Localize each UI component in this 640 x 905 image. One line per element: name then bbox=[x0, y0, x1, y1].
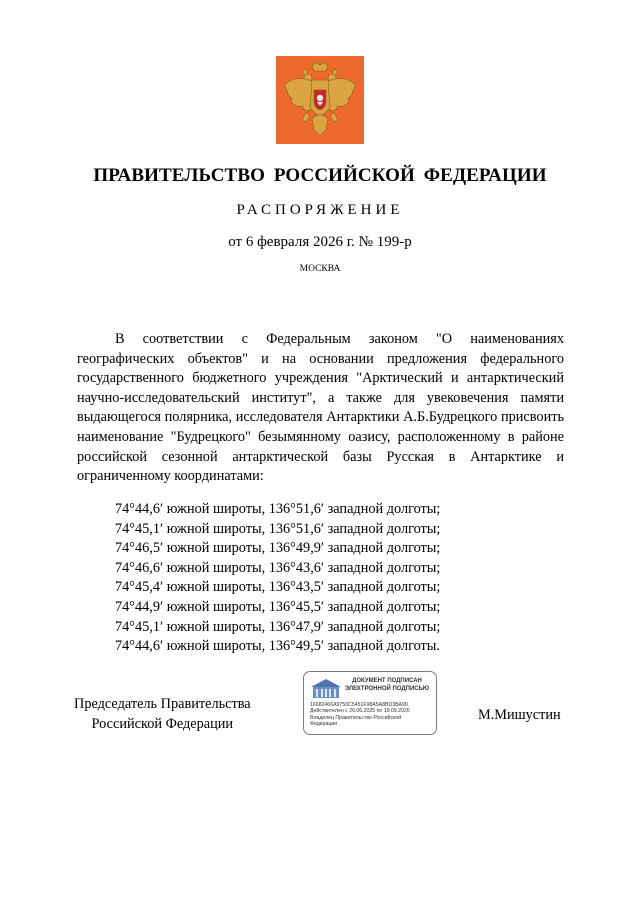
stamp-owner-line1: Владелец Правительство Российской bbox=[310, 714, 402, 721]
coordinate-item: 74°44,6′ южной широты, 136°51,6′ западной долготы; bbox=[115, 501, 441, 517]
coordinate-item: 74°45,1′ южной широты, 136°51,6′ западной долготы; bbox=[115, 520, 441, 537]
building-icon bbox=[311, 678, 341, 700]
stamp-details bbox=[310, 702, 434, 727]
electronic-signature-stamp bbox=[303, 671, 437, 735]
coordinate-item: 74°46,5′ южной широты, 136°49,9′ западной долготы; bbox=[115, 540, 441, 557]
document-date-number: от 6 февраля 2026 г. № 199-р bbox=[228, 234, 412, 250]
stamp-certificate: 16682466A9750C5451F98A5A8BD3BA99 bbox=[310, 702, 408, 708]
coat-of-arms-emblem bbox=[276, 56, 364, 144]
stamp-title bbox=[340, 677, 434, 693]
coordinate-item: 74°44,6′ южной широты, 136°49,5′ западной долготы. bbox=[115, 638, 440, 655]
coordinate-item: 74°44,9′ южной широты, 136°45,5′ западной долготы; bbox=[115, 598, 441, 615]
coordinates-list bbox=[115, 500, 440, 657]
stamp-title-line1: ДОКУМЕНТ ПОДПИСАН bbox=[352, 678, 422, 684]
coordinate-item: 74°45,1′ южной широты, 136°47,9′ западной долготы; bbox=[115, 618, 441, 635]
stamp-title-line2: ЭЛЕКТРОННОЙ ПОДПИСЬЮ bbox=[344, 686, 430, 692]
signer-position-line1: Председатель Правительства bbox=[74, 696, 251, 712]
signer-position bbox=[74, 695, 251, 734]
stamp-validity: Действителен с 26.06.2025 по 19.09.2026 bbox=[310, 708, 410, 715]
signer-position-line2: Российской Федерации bbox=[91, 715, 234, 732]
coordinate-item: 74°45,4′ южной широты, 136°43,5′ западной долготы; bbox=[115, 579, 441, 596]
coordinate-item: 74°46,6′ южной широты, 136°43,6′ западной долготы; bbox=[115, 559, 441, 576]
document-city: МОСКВА bbox=[299, 264, 341, 274]
government-title: ПРАВИТЕЛЬСТВО РОССИЙСКОЙ ФЕДЕРАЦИИ bbox=[93, 165, 547, 186]
order-paragraph: В соответствии с Федеральным законом "О наименованиях географических объектов" и на основании предложения федерального государственного бюджетного учреждения "Арктический и антарктический научно-исследовательский институт", а также для увековечения памяти выдающегося полярника, исследователя Антарктики А.Б.Будрецкого присвоить наименование "Будрецкого" безымянному оазису, расположенному в районе российской сезонной антарктической базы Русская в Антарктике и ограниченному координатами: bbox=[77, 331, 564, 485]
document-type: РАСПОРЯЖЕНИЕ bbox=[236, 202, 404, 218]
stamp-owner-line2: Федерации bbox=[310, 720, 338, 727]
signer-name: М.Мишустин bbox=[478, 707, 561, 723]
